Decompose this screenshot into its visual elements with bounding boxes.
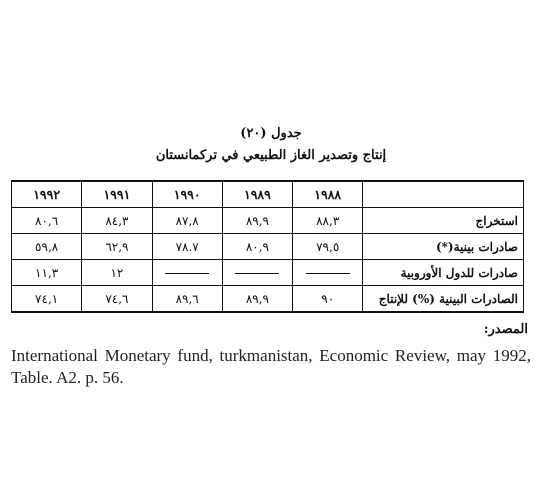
gas-production-table xyxy=(11,180,524,313)
table-caption-number: جدول (٢٠) xyxy=(240,126,302,141)
table-cell: ١٢ xyxy=(82,260,152,286)
table-header-row xyxy=(12,181,524,208)
table-cell xyxy=(293,260,363,286)
table-cell: ٨٧,٨ xyxy=(152,208,222,234)
empty-value-dash xyxy=(235,273,279,274)
table-row xyxy=(12,208,524,234)
table-cell: ٨٨,٣ xyxy=(293,208,363,234)
table-cell: ٧٤,٦ xyxy=(82,286,152,313)
column-header-1989: ١٩٨٩ xyxy=(222,181,292,208)
column-header-empty xyxy=(363,181,524,208)
table-row xyxy=(12,260,524,286)
table-cell: ٦٢,٩ xyxy=(82,234,152,260)
column-header-1990: ١٩٩٠ xyxy=(152,181,222,208)
column-header-1992: ١٩٩٢ xyxy=(12,181,82,208)
table-cell xyxy=(222,260,292,286)
table-row xyxy=(12,234,524,260)
table-cell: ٨٩,٩ xyxy=(222,286,292,313)
row-label: صادرات بينية(*) xyxy=(363,234,524,260)
table-cell: ٨٩,٩ xyxy=(222,208,292,234)
table-caption-title: إنتاج وتصدير الغاز الطبيعي في تركمانستان xyxy=(155,148,387,163)
table-cell: ٨٠,٩ xyxy=(222,234,292,260)
table-cell: ٧٤,١ xyxy=(12,286,82,313)
row-label: الصادرات البينية (%) للإنتاج xyxy=(363,286,524,313)
empty-value-dash xyxy=(165,273,209,274)
table-cell: ٨٠,٦ xyxy=(12,208,82,234)
source-label: المصدر: xyxy=(483,322,528,337)
row-label: صادرات للدول الأوروبية xyxy=(363,260,524,286)
column-header-1988: ١٩٨٨ xyxy=(293,181,363,208)
empty-value-dash xyxy=(306,273,350,274)
table-cell xyxy=(152,260,222,286)
table-cell: ٥٩,٨ xyxy=(12,234,82,260)
table-cell: ٧٨.٧ xyxy=(152,234,222,260)
table-cell: ٩٠ xyxy=(293,286,363,313)
table-cell: ٨٤,٣ xyxy=(82,208,152,234)
table-cell: ٨٩,٦ xyxy=(152,286,222,313)
source-reference: International Monetary fund, turkmanistan, Economic Review, may 1992, Table. A2. p. 56. xyxy=(11,346,531,387)
column-header-1991: ١٩٩١ xyxy=(82,181,152,208)
table-cell: ١١,٣ xyxy=(12,260,82,286)
table-cell: ٧٩,٥ xyxy=(293,234,363,260)
row-label: استخراج xyxy=(363,208,524,234)
table-row xyxy=(12,286,524,313)
